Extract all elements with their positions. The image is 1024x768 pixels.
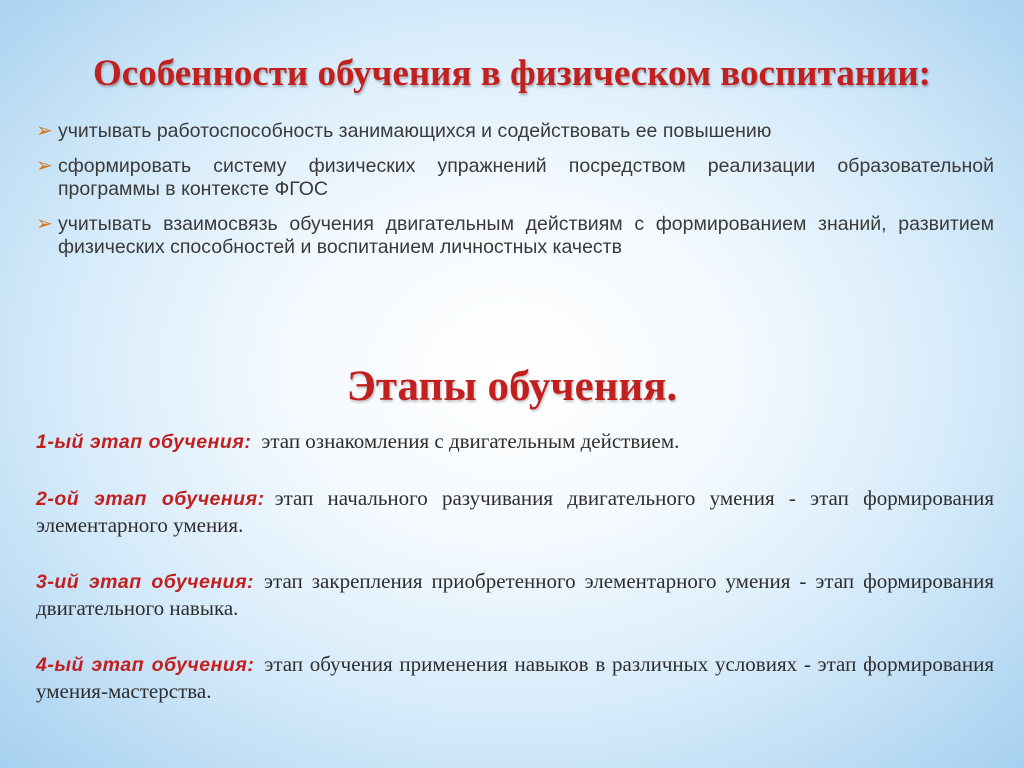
bullet-item bbox=[36, 155, 994, 201]
stage-label: 1-ый этап обучения: bbox=[36, 431, 252, 453]
stage-text: этап ознакомления с двигательным действием. bbox=[261, 429, 680, 453]
bullet-list bbox=[36, 120, 994, 271]
stage-text: этап обучения применения навыков в различных условиях - этап формирования умения-мастерства. bbox=[36, 652, 994, 703]
arrow-bullet-icon: ➢ bbox=[36, 155, 53, 177]
stage-text: этап начального разучивания двигательного умения - этап формирования элементарного умения. bbox=[36, 486, 995, 537]
stage-label: 2-ой этап обучения: bbox=[36, 488, 265, 510]
bullet-text: учитывать работоспособность занимающихся и содействовать ее повышению bbox=[58, 120, 772, 142]
arrow-bullet-icon: ➢ bbox=[36, 120, 53, 142]
stage-item bbox=[36, 568, 994, 621]
bullet-item bbox=[36, 120, 994, 143]
stage-label: 3-ий этап обучения: bbox=[36, 571, 255, 593]
section-title: Этапы обучения. bbox=[346, 363, 678, 410]
bullet-text: сформировать систему физических упражнений посредством реализации образовательной программы в контексте ФГОС bbox=[58, 155, 994, 200]
stage-item bbox=[36, 428, 994, 455]
slide-title: Особенности обучения в физическом воспитании: bbox=[93, 53, 931, 94]
stage-item bbox=[36, 651, 994, 704]
stage-text: этап закрепления приобретенного элементарного умения - этап формирования двигательного навыка. bbox=[36, 569, 994, 620]
stage-item bbox=[36, 485, 994, 538]
arrow-bullet-icon: ➢ bbox=[36, 213, 53, 235]
stage-label: 4-ый этап обучения: bbox=[36, 654, 255, 676]
bullet-item bbox=[36, 213, 994, 259]
stage-list bbox=[36, 428, 994, 734]
bullet-text: учитывать взаимосвязь обучения двигательным действиям с формированием знаний, развитием физических способностей и воспитанием личностных качеств bbox=[58, 213, 994, 258]
